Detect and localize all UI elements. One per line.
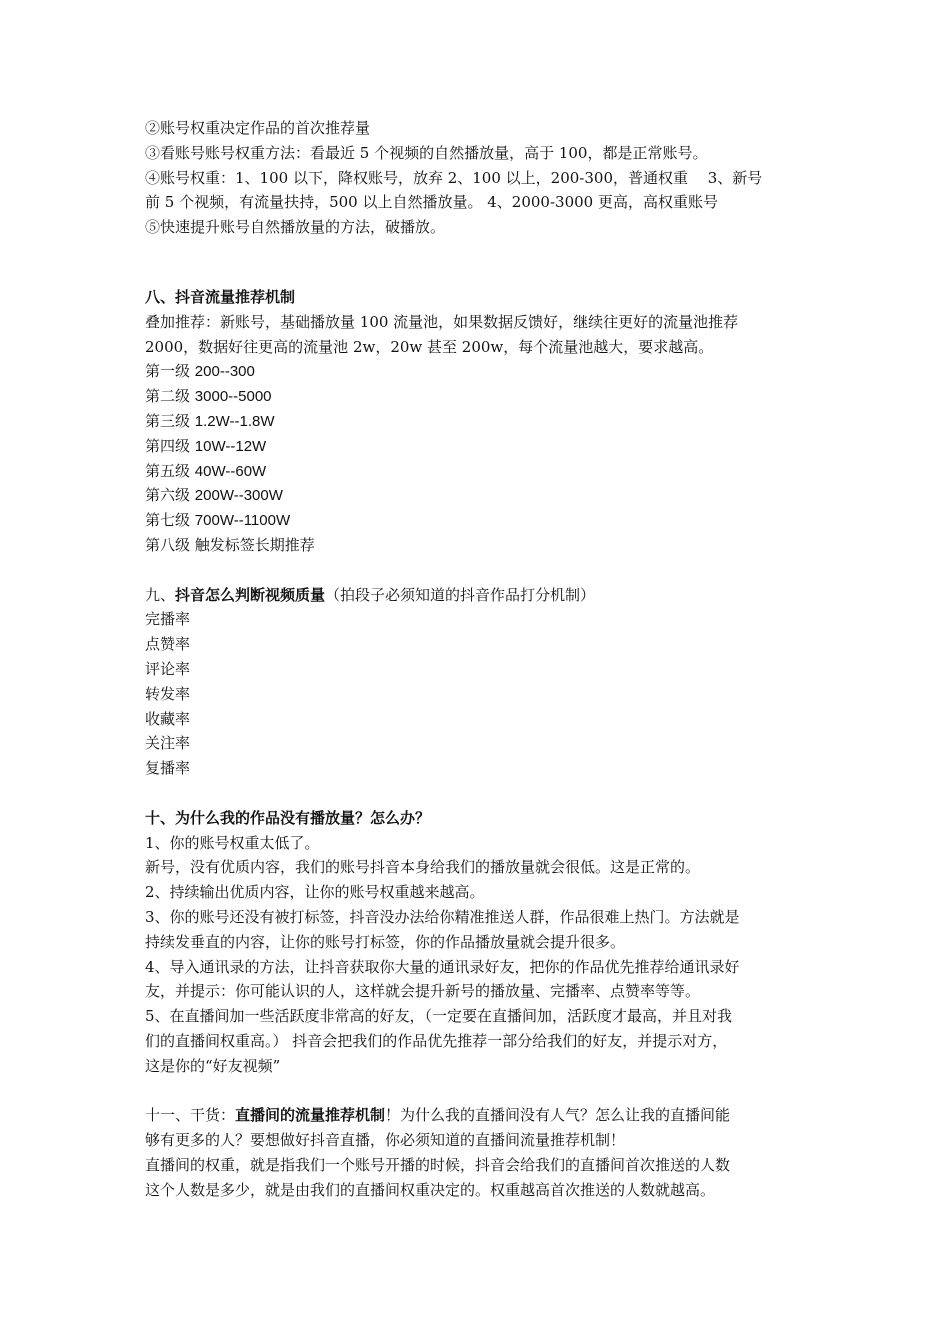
paragraph-line: ③看账号账号权重方法：看最近 5 个视频的自然播放量，高于 100，都是正常账号。 [145, 143, 708, 162]
level-label: 第七级 [145, 511, 191, 530]
level-item [145, 483, 810, 508]
level-range: 1.2W--1.8W [194, 412, 275, 430]
level-range: 3000--5000 [194, 388, 272, 406]
level-label: 第八级 [145, 535, 191, 554]
level-item [145, 533, 810, 558]
metric-item: 评论率 [145, 659, 191, 678]
spacer [145, 558, 810, 583]
section-rest: ！为什么我的直播间没有人气？怎么让我的直播间能 [385, 1106, 731, 1125]
level-item [145, 434, 810, 459]
level-item [145, 508, 810, 533]
level-range: 200W--300W [194, 487, 283, 505]
spacer [145, 240, 810, 285]
paragraph-line: 1、你的账号权重太低了。 [145, 833, 320, 852]
paragraph-line: 够有更多的人？要想做好抖音直播，你必须知道的直播间流量推荐机制！ [145, 1131, 626, 1150]
paragraph-line: ②账号权重决定作品的首次推荐量 [145, 119, 371, 137]
metric-item: 完播率 [145, 610, 191, 629]
section-heading [145, 583, 810, 608]
section-8-traffic-recommendation [145, 285, 810, 558]
section-11-live-room [145, 1103, 810, 1202]
level-label: 第六级 [145, 486, 191, 505]
section-9-video-quality [145, 583, 810, 781]
metric-item: 转发率 [145, 684, 191, 703]
paragraph-line: 们的直播间权重高。） 抖音会把我们的作品优先推荐一部分给我们的好友，并提示对方， [145, 1031, 728, 1050]
level-label: 第二级 [145, 387, 191, 406]
level-label: 第五级 [145, 461, 191, 480]
level-range: 触发标签长期推荐 [194, 535, 315, 554]
paragraph-line: 前 5 个视频，有流量扶持，500 以上自然播放量。 4、2000-3000 更高，高权重账号 [145, 193, 718, 212]
section-title: 直播间的流量推荐机制 [235, 1106, 386, 1125]
paragraph-line: 友，并提示：你可能认识的人，这样就会提升新号的播放量、完播率、点赞率等等。 [145, 982, 701, 1001]
section-heading: 十、为什么我的作品没有播放量？怎么办？ [145, 808, 431, 827]
paragraph-line: 4、导入通讯录的方法，让抖音获取你大量的通讯录好友，把你的作品优先推荐给通讯录好 [145, 957, 740, 976]
paragraph-line: 直播间的权重，就是指我们一个账号开播的时候，抖音会给我们的直播间首次推送的人数 [145, 1155, 731, 1174]
level-item [145, 384, 810, 409]
paragraph-line: ⑤快速提升账号自然播放量的方法，破播放。 [145, 218, 446, 237]
paragraph-line: 3、你的账号还没有被打标签，抖音没办法给你精准推送人群，作品很难上热门。方法就是 [145, 907, 740, 926]
section-10-no-views [145, 806, 810, 1079]
level-label: 第一级 [145, 362, 191, 381]
metric-item: 收藏率 [145, 709, 191, 728]
section-heading: 八、抖音流量推荐机制 [145, 287, 296, 306]
section-prefix: 九、 [145, 585, 176, 604]
section-title: 抖音怎么判断视频质量 [175, 585, 326, 604]
paragraph-line: 这是你的“好友视频” [145, 1056, 281, 1075]
paragraph-line: 持续发垂直的内容，让你的账号打标签，你的作品播放量就会提升很多。 [145, 932, 626, 951]
level-label: 第三级 [145, 411, 191, 430]
paragraph-line: 新号，没有优质内容，我们的账号抖音本身给我们的播放量就会很低。这是正常的。 [145, 858, 701, 877]
metric-item: 关注率 [145, 734, 191, 753]
document-body [145, 116, 810, 1202]
section-7-account-weight [145, 116, 810, 240]
level-label: 第四级 [145, 436, 191, 455]
paragraph-line: 这个人数是多少，就是由我们的直播间权重决定的。权重越高首次推送的人数就越高。 [145, 1180, 716, 1199]
paragraph-line: 叠加推荐：新账号，基础播放量 100 流量池，如果数据反馈好，继续往更好的流量池推荐 [145, 312, 739, 331]
section-note: （拍段子必须知道的抖音作品打分机制） [325, 585, 596, 604]
metric-item: 复播率 [145, 759, 191, 778]
level-item [145, 459, 810, 484]
level-range: 10W--12W [194, 437, 267, 455]
metric-item: 点赞率 [145, 635, 191, 654]
section-prefix: 十一、干货： [145, 1106, 236, 1125]
level-item [145, 359, 810, 384]
paragraph-line: 2000，数据好往更高的流量池 2w，20w 甚至 200w，每个流量池越大，要求越高。 [145, 337, 714, 356]
level-item [145, 409, 810, 434]
spacer [145, 781, 810, 806]
section-heading [145, 1103, 810, 1128]
level-range: 700W--1100W [194, 512, 291, 530]
spacer [145, 1078, 810, 1103]
level-range: 40W--60W [194, 462, 267, 480]
level-range: 200--300 [194, 363, 255, 381]
paragraph-line: ④账号权重：1、100 以下，降权账号，放弃 2、100 以上，200-300，普通权重 3、新号 [145, 168, 763, 187]
paragraph-line: 2、持续输出优质内容，让你的账号权重越来越高。 [145, 883, 485, 902]
paragraph-line: 5、在直播间加一些活跃度非常高的好友，（一定要在直播间加，活跃度才最高，并且对我 [145, 1007, 733, 1026]
